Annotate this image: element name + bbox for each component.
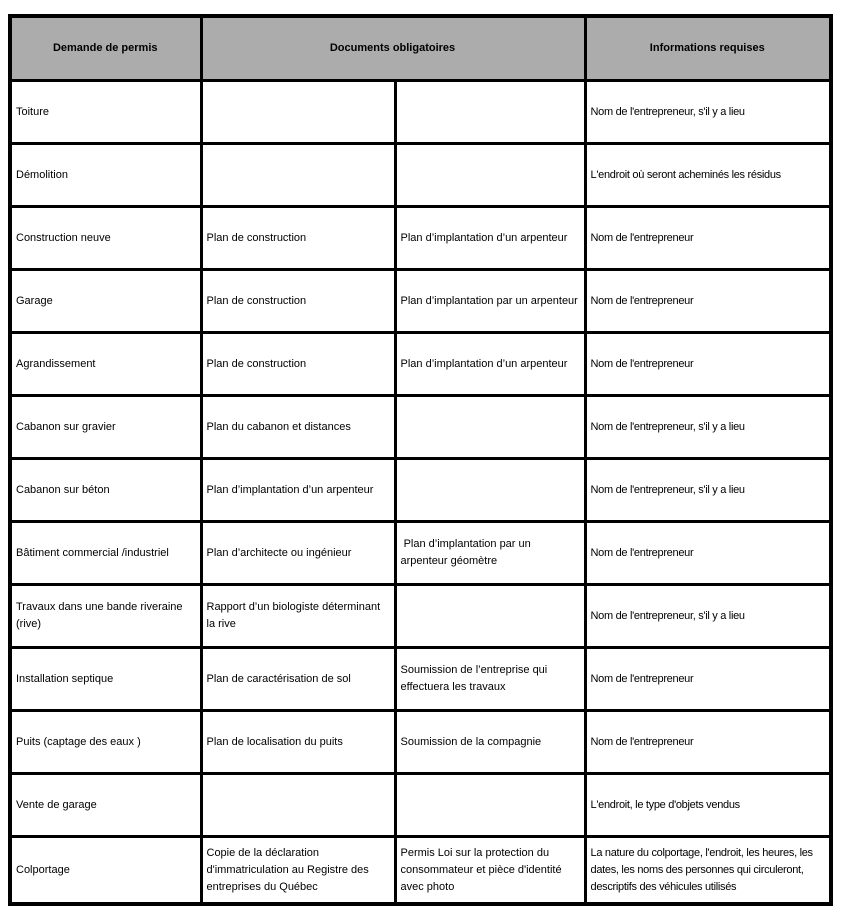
cell-info: L'endroit, le type d'objets vendus (585, 774, 831, 837)
cell-doc2 (395, 774, 585, 837)
table-row-cabanon-beton (10, 459, 831, 522)
cell-info: Nom de l'entrepreneur (585, 648, 831, 711)
cell-permit: Travaux dans une bande riveraine (rive) (10, 585, 201, 648)
cell-permit: Colportage (10, 837, 201, 905)
cell-doc1: Plan du cabanon et distances (201, 396, 395, 459)
cell-info: La nature du colportage, l'endroit, les heures, les dates, les noms des personnes qui circuleront, descriptifs des véhicules utilisés (585, 837, 831, 905)
cell-doc1: Plan de caractérisation de sol (201, 648, 395, 711)
cell-permit: Construction neuve (10, 207, 201, 270)
cell-permit: Agrandissement (10, 333, 201, 396)
table-row-installation-septique (10, 648, 831, 711)
cell-doc1: Rapport d’un biologiste déterminant la rive (201, 585, 395, 648)
cell-doc1: Plan de construction (201, 207, 395, 270)
cell-permit: Cabanon sur béton (10, 459, 201, 522)
cell-permit: Garage (10, 270, 201, 333)
cell-info: Nom de l'entrepreneur (585, 207, 831, 270)
table-row-construction-neuve (10, 207, 831, 270)
cell-permit: Démolition (10, 144, 201, 207)
cell-info: Nom de l'entrepreneur (585, 333, 831, 396)
header-documents-obligatoires: Documents obligatoires (201, 16, 585, 81)
table-row-agrandissement (10, 333, 831, 396)
header-row (10, 16, 831, 81)
table-row-cabanon-gravier (10, 396, 831, 459)
cell-doc2: Permis Loi sur la protection du consommateur et pièce d'identité avec photo (395, 837, 585, 905)
table-row-colportage (10, 837, 831, 905)
table-row-bande-riveraine (10, 585, 831, 648)
table-row-vente-de-garage (10, 774, 831, 837)
table-row-toiture (10, 81, 831, 144)
header-informations-requises: Informations requises (585, 16, 831, 81)
cell-doc1: Plan de localisation du puits (201, 711, 395, 774)
cell-doc1: Plan d’implantation d’un arpenteur (201, 459, 395, 522)
cell-doc2: Soumission de la compagnie (395, 711, 585, 774)
cell-doc1 (201, 81, 395, 144)
cell-info: Nom de l'entrepreneur (585, 270, 831, 333)
cell-doc2: Soumission de l’entreprise qui effectuera les travaux (395, 648, 585, 711)
cell-doc2 (395, 396, 585, 459)
cell-info: Nom de l'entrepreneur, s'il y a lieu (585, 459, 831, 522)
cell-permit: Puits (captage des eaux ) (10, 711, 201, 774)
cell-doc2 (395, 144, 585, 207)
table-row-demolition (10, 144, 831, 207)
cell-doc2: Plan d’implantation par un arpenteur (395, 270, 585, 333)
cell-doc2 (395, 585, 585, 648)
cell-info: Nom de l'entrepreneur, s'il y a lieu (585, 81, 831, 144)
permits-table (8, 14, 833, 906)
cell-permit: Bâtiment commercial /industriel (10, 522, 201, 585)
cell-doc1 (201, 144, 395, 207)
cell-doc1 (201, 774, 395, 837)
cell-doc1: Plan de construction (201, 270, 395, 333)
cell-doc2 (395, 459, 585, 522)
cell-info: Nom de l'entrepreneur (585, 711, 831, 774)
cell-doc1: Copie de la déclaration d'immatriculation au Registre des entreprises du Québec (201, 837, 395, 905)
cell-doc1: Plan de construction (201, 333, 395, 396)
cell-permit: Toiture (10, 81, 201, 144)
cell-doc2: Plan d’implantation d’un arpenteur (395, 333, 585, 396)
cell-info: Nom de l'entrepreneur, s'il y a lieu (585, 585, 831, 648)
cell-doc2 (395, 81, 585, 144)
cell-doc2: Plan d’implantation par un arpenteur géomètre (395, 522, 585, 585)
cell-info: L'endroit où seront acheminés les résidus (585, 144, 831, 207)
cell-permit: Installation septique (10, 648, 201, 711)
header-demande-de-permis: Demande de permis (10, 16, 201, 81)
cell-doc2: Plan d’implantation d’un arpenteur (395, 207, 585, 270)
cell-permit: Cabanon sur gravier (10, 396, 201, 459)
table-row-batiment-commercial (10, 522, 831, 585)
table-row-garage (10, 270, 831, 333)
cell-info: Nom de l'entrepreneur (585, 522, 831, 585)
cell-doc1: Plan d’architecte ou ingénieur (201, 522, 395, 585)
table-row-puits (10, 711, 831, 774)
cell-permit: Vente de garage (10, 774, 201, 837)
cell-info: Nom de l'entrepreneur, s'il y a lieu (585, 396, 831, 459)
